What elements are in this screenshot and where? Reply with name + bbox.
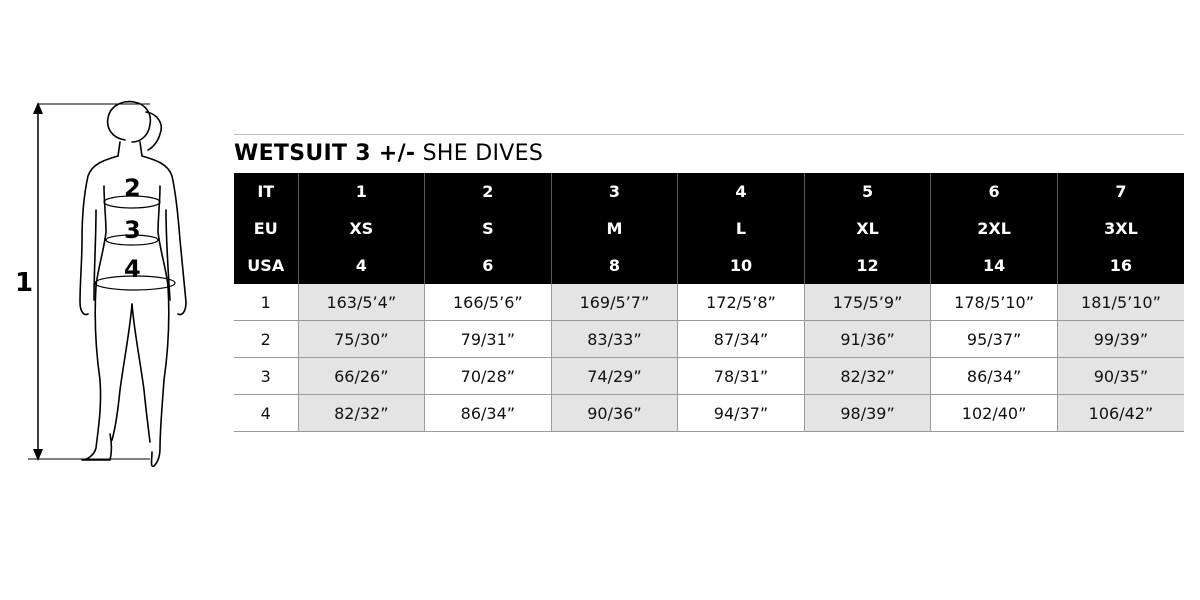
size-system-label: IT bbox=[234, 173, 298, 210]
size-header-cell: 7 bbox=[1057, 173, 1184, 210]
measurement-cell: 181/5’10” bbox=[1057, 284, 1184, 321]
size-header-cell: 12 bbox=[804, 247, 931, 284]
measurement-label: 4 bbox=[234, 395, 298, 432]
measurement-cell: 82/32” bbox=[298, 395, 425, 432]
measurement-cell: 79/31” bbox=[425, 321, 552, 358]
measurement-row bbox=[234, 395, 1184, 432]
measurement-cell: 66/26” bbox=[298, 358, 425, 395]
measurement-cell: 78/31” bbox=[678, 358, 805, 395]
measurement-cell: 82/32” bbox=[804, 358, 931, 395]
title-model: SHE DIVES bbox=[422, 141, 544, 166]
size-header-cell: XL bbox=[804, 210, 931, 247]
size-header-cell: 8 bbox=[551, 247, 678, 284]
measurement-cell: 90/36” bbox=[551, 395, 678, 432]
measurement-cell: 166/5’6” bbox=[425, 284, 552, 321]
size-header-cell: 16 bbox=[1057, 247, 1184, 284]
measurement-cell: 102/40” bbox=[931, 395, 1058, 432]
size-header-cell: S bbox=[425, 210, 552, 247]
size-header-cell: 4 bbox=[298, 247, 425, 284]
size-header-cell: 6 bbox=[425, 247, 552, 284]
size-header-cell: 4 bbox=[678, 173, 805, 210]
measure-label-hip: 4 bbox=[124, 255, 141, 283]
measurement-cell: 87/34” bbox=[678, 321, 805, 358]
size-system-label: EU bbox=[234, 210, 298, 247]
size-header-cell: L bbox=[678, 210, 805, 247]
measure-label-height: 1 bbox=[15, 268, 34, 298]
measurement-cell: 98/39” bbox=[804, 395, 931, 432]
size-header-cell: 2 bbox=[425, 173, 552, 210]
size-header-cell: 1 bbox=[298, 173, 425, 210]
title-rule bbox=[234, 134, 1184, 135]
title-product: WETSUIT 3 +/- bbox=[234, 141, 416, 166]
size-header-cell: 5 bbox=[804, 173, 931, 210]
chart-title bbox=[234, 140, 543, 168]
measurement-cell: 75/30” bbox=[298, 321, 425, 358]
size-system-label: USA bbox=[234, 247, 298, 284]
measurement-row bbox=[234, 321, 1184, 358]
measurement-row bbox=[234, 284, 1184, 321]
measurement-label: 3 bbox=[234, 358, 298, 395]
size-header-cell: 2XL bbox=[931, 210, 1058, 247]
measurement-cell: 169/5’7” bbox=[551, 284, 678, 321]
measurement-cell: 70/28” bbox=[425, 358, 552, 395]
measurement-label: 2 bbox=[234, 321, 298, 358]
measurement-cell: 178/5’10” bbox=[931, 284, 1058, 321]
size-header-cell: 3 bbox=[551, 173, 678, 210]
measurement-cell: 74/29” bbox=[551, 358, 678, 395]
measurement-cell: 172/5’8” bbox=[678, 284, 805, 321]
measurement-cell: 86/34” bbox=[931, 358, 1058, 395]
size-system-row bbox=[234, 210, 1184, 247]
size-system-row bbox=[234, 173, 1184, 210]
measure-label-chest: 2 bbox=[124, 174, 141, 202]
measure-label-waist: 3 bbox=[124, 216, 141, 244]
size-system-row bbox=[234, 247, 1184, 284]
woman-silhouette-illustration bbox=[0, 90, 230, 480]
body-measurement-figure bbox=[0, 90, 230, 480]
size-header-cell: 6 bbox=[931, 173, 1058, 210]
size-header-cell: XS bbox=[298, 210, 425, 247]
size-chart-table bbox=[234, 173, 1184, 432]
measurement-cell: 90/35” bbox=[1057, 358, 1184, 395]
size-table-body bbox=[234, 284, 1184, 432]
size-table-header bbox=[234, 173, 1184, 284]
size-header-cell: 10 bbox=[678, 247, 805, 284]
measurement-label: 1 bbox=[234, 284, 298, 321]
measurement-cell: 163/5’4” bbox=[298, 284, 425, 321]
size-header-cell: 3XL bbox=[1057, 210, 1184, 247]
measurement-cell: 94/37” bbox=[678, 395, 805, 432]
measurement-cell: 86/34” bbox=[425, 395, 552, 432]
measurement-cell: 91/36” bbox=[804, 321, 931, 358]
measurement-cell: 175/5’9” bbox=[804, 284, 931, 321]
size-header-cell: 14 bbox=[931, 247, 1058, 284]
measurement-cell: 95/37” bbox=[931, 321, 1058, 358]
measurement-cell: 83/33” bbox=[551, 321, 678, 358]
measurement-row bbox=[234, 358, 1184, 395]
measurement-cell: 106/42” bbox=[1057, 395, 1184, 432]
size-header-cell: M bbox=[551, 210, 678, 247]
measurement-cell: 99/39” bbox=[1057, 321, 1184, 358]
